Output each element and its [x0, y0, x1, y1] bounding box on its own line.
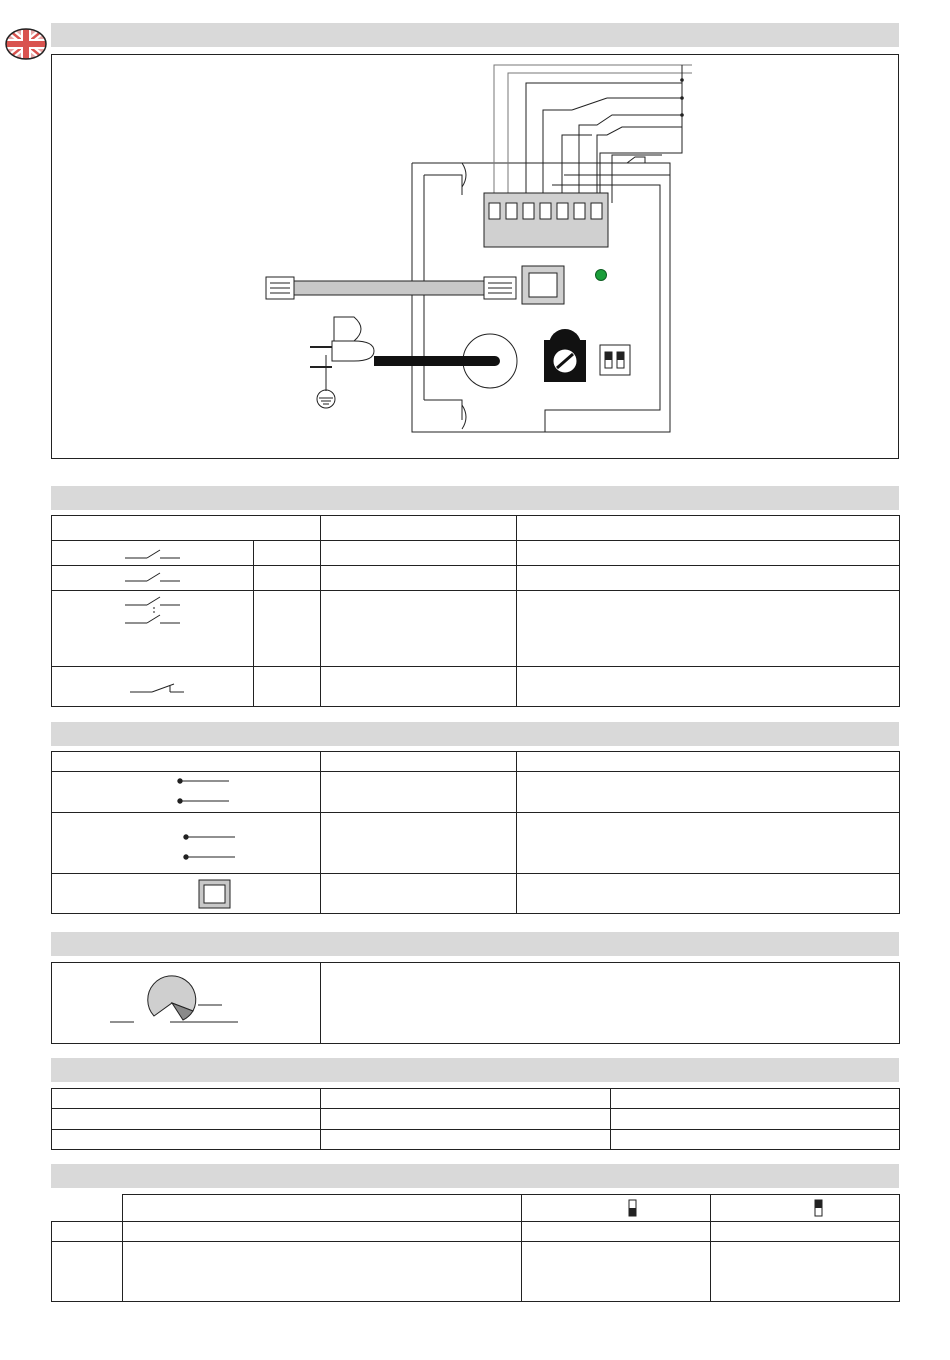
rj-cable — [266, 277, 516, 299]
input-terminals-icon — [52, 772, 321, 813]
changeover-contact-icon — [52, 591, 254, 667]
table-header-row — [52, 1089, 900, 1109]
input-terminals-icon — [52, 813, 321, 874]
table-row — [52, 541, 900, 566]
adjustment-table — [51, 962, 900, 1044]
dip-on-icon — [711, 1195, 900, 1222]
table-header-row — [52, 1195, 900, 1222]
dip-switch-icon — [600, 345, 630, 375]
table-row — [52, 1109, 900, 1130]
table-row — [52, 1222, 900, 1242]
section-bar-specs — [51, 1058, 899, 1082]
ground-icon — [317, 390, 335, 408]
table-row — [52, 963, 900, 1044]
table-row — [52, 591, 900, 667]
inputs-table — [51, 751, 900, 914]
no-contact-icon — [52, 541, 254, 566]
section-bar-inputs — [51, 722, 899, 746]
trimmer-dial-icon — [52, 963, 321, 1044]
no-contact-icon — [52, 566, 254, 591]
section-bar-dip — [51, 1164, 899, 1188]
outputs-table — [51, 515, 900, 707]
table-row — [52, 667, 900, 707]
table-row — [52, 813, 900, 874]
dip-switch-table — [51, 1194, 900, 1302]
table-row — [52, 772, 900, 813]
specs-table — [51, 1088, 900, 1150]
trimmer-icon — [544, 329, 586, 382]
dip-off-icon — [522, 1195, 711, 1222]
uk-flag-icon — [4, 26, 48, 62]
nc-contact-icon — [52, 667, 254, 707]
rj-connector-icon — [522, 266, 564, 304]
section-bar-wiring — [51, 23, 899, 47]
section-bar-outputs — [51, 486, 899, 510]
table-row — [52, 874, 900, 914]
rj-socket-icon — [52, 874, 321, 914]
table-row — [52, 1130, 900, 1150]
table-row — [52, 566, 900, 591]
power-plug-icon — [310, 317, 374, 391]
wiring-diagram — [51, 54, 899, 459]
table-row — [52, 1242, 900, 1302]
table-header-row — [52, 752, 900, 772]
table-header-row — [52, 516, 900, 541]
led-icon — [596, 270, 607, 281]
section-bar-adjustment — [51, 932, 899, 956]
terminal-block-icon — [484, 193, 608, 247]
